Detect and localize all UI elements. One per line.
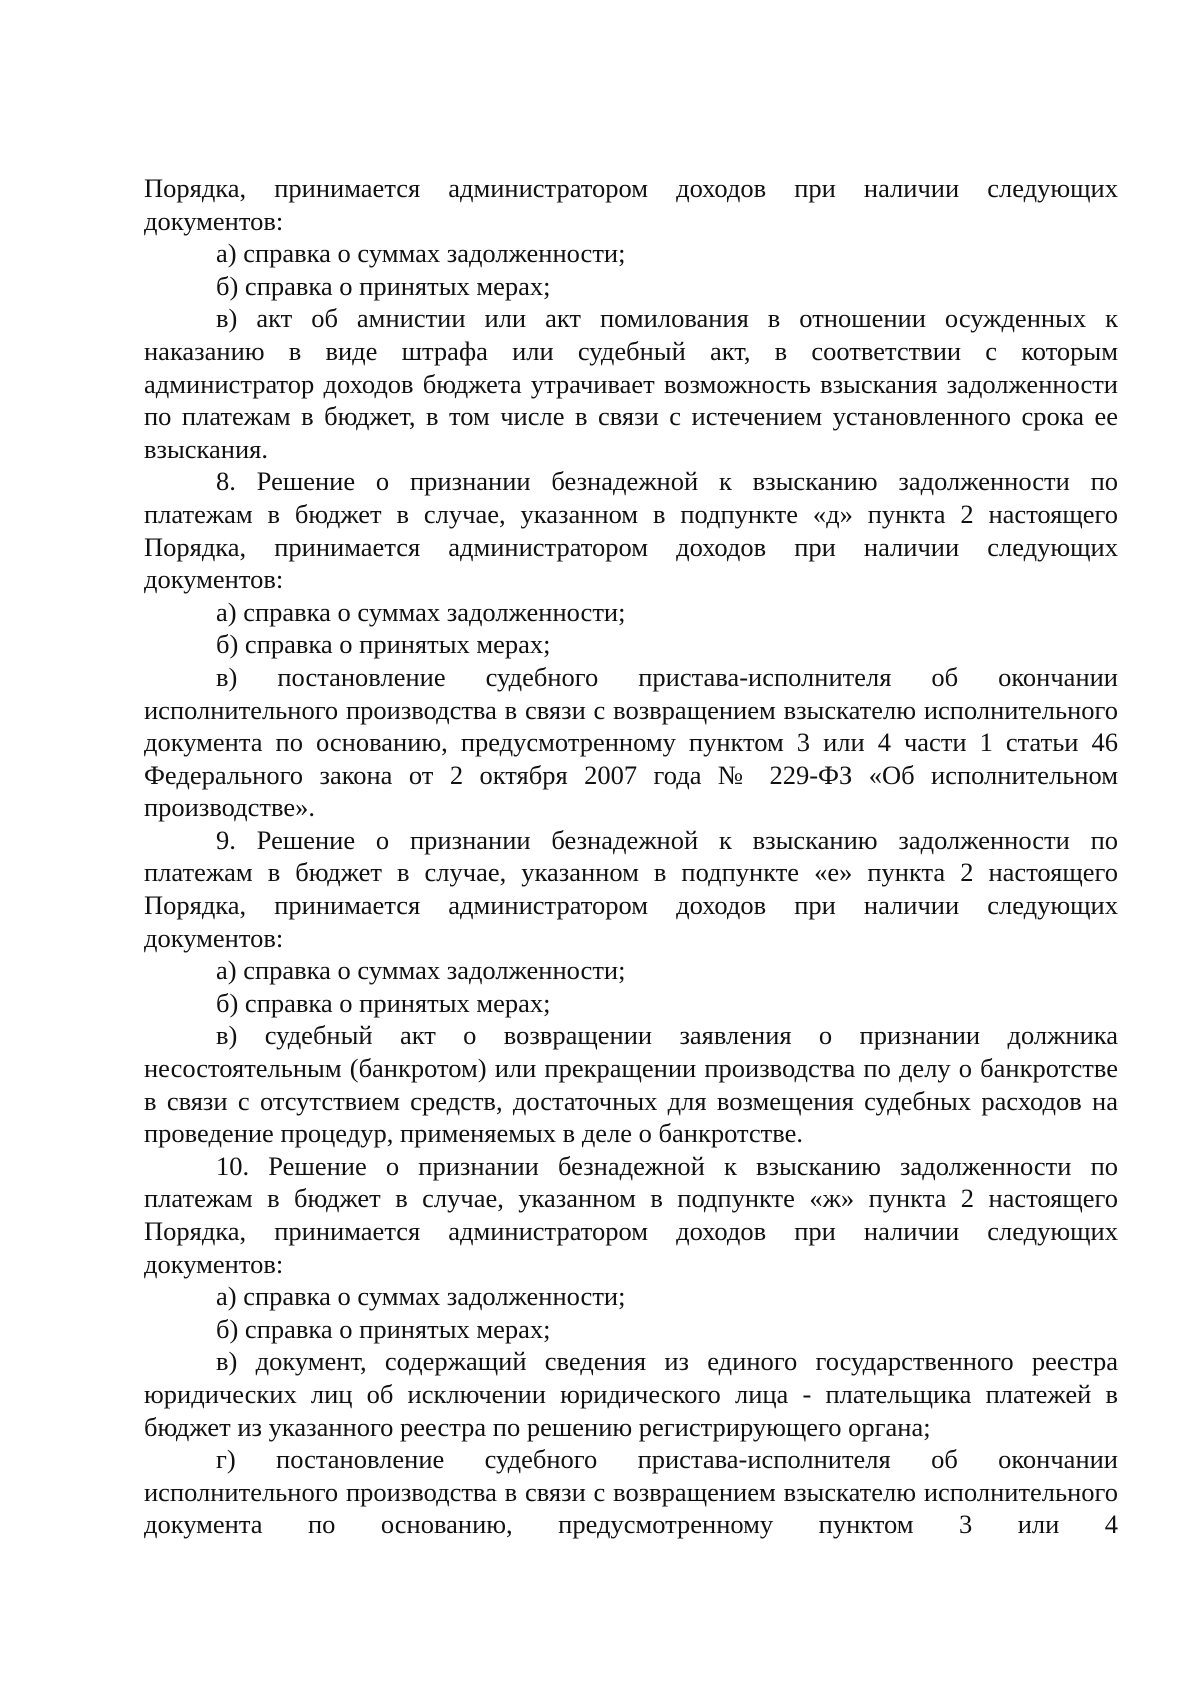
paragraph-9v: в) судебный акт о возвращении заявления о признании должника несостоятельным (банкротом) или прекращении производства по делу о банкротстве в связи с отсутствием средств, достаточных для возмещения судебных расходов на проведение процедур, применяемых в деле о банкротстве. (144, 1020, 1118, 1149)
paragraph-10: 10. Решение о признании безнадежной к взысканию задолженности по платежам в бюджет в случае, указанном в подпункте «ж» пункта 2 настоящего Порядка, принимается администратором доходов при наличии следующих документов: (144, 1150, 1118, 1279)
paragraph-7b: б) справка о принятых мерах; (216, 270, 551, 301)
paragraph-9b: б) справка о принятых мерах; (216, 987, 551, 1018)
paragraph-8v: в) постановление судебного пристава-исполнителя об окончании исполнительного производства в связи с возвращением взыскателю исполнительного документа по основанию, предусмотренному пунктом 3 или 4 части 1 статьи 46 Федерального закона от 2 октября 2007 года № 229-ФЗ «Об исполнительном производстве». (144, 661, 1118, 823)
paragraph-7v: в) акт об амнистии или акт помилования в отношении осужденных к наказанию в виде штрафа или судебный акт, в соответствии с которым администратор доходов бюджета утрачивает возможность взыскания задолженности по платежам в бюджет, в том числе в связи с истечением установленного срока ее взыскания. (144, 303, 1118, 464)
paragraph-10a: а) справка о суммах задолженности; (216, 1281, 626, 1312)
paragraph-10b: б) справка о принятых мерах; (216, 1313, 551, 1344)
paragraph-7a: а) справка о суммах задолженности; (216, 238, 626, 269)
paragraph-8: 8. Решение о признании безнадежной к взысканию задолженности по платежам в бюджет в случае, указанном в подпункте «д» пункта 2 настоящего Порядка, принимается администратором доходов при наличии следующих документов: (144, 466, 1118, 595)
paragraph-8b: б) справка о принятых мерах; (216, 629, 551, 660)
paragraph-8a: а) справка о суммах задолженности; (216, 596, 626, 627)
paragraph-10g: г) постановление судебного пристава-исполнителя об окончании исполнительного производства в связи с возвращением взыскателю исполнительного документа по основанию, предусмотренному пунктом 3 или 4 (144, 1444, 1118, 1540)
paragraph-9a: а) справка о суммах задолженности; (216, 955, 626, 986)
document-page (144, 172, 1118, 1541)
paragraph-10v: в) документ, содержащий сведения из единого государственного реестра юридических лиц об исключении юридического лица - плательщика платежей в бюджет из указанного реестра по решению регистрирующего органа; (144, 1346, 1118, 1442)
paragraph-9: 9. Решение о признании безнадежной к взысканию задолженности по платежам в бюджет в случае, указанном в подпункте «е» пункта 2 настоящего Порядка, принимается администратором доходов при наличии следующих документов: (144, 824, 1118, 953)
paragraph-intro: Порядка, принимается администратором доходов при наличии следующих документов: (144, 173, 1118, 236)
